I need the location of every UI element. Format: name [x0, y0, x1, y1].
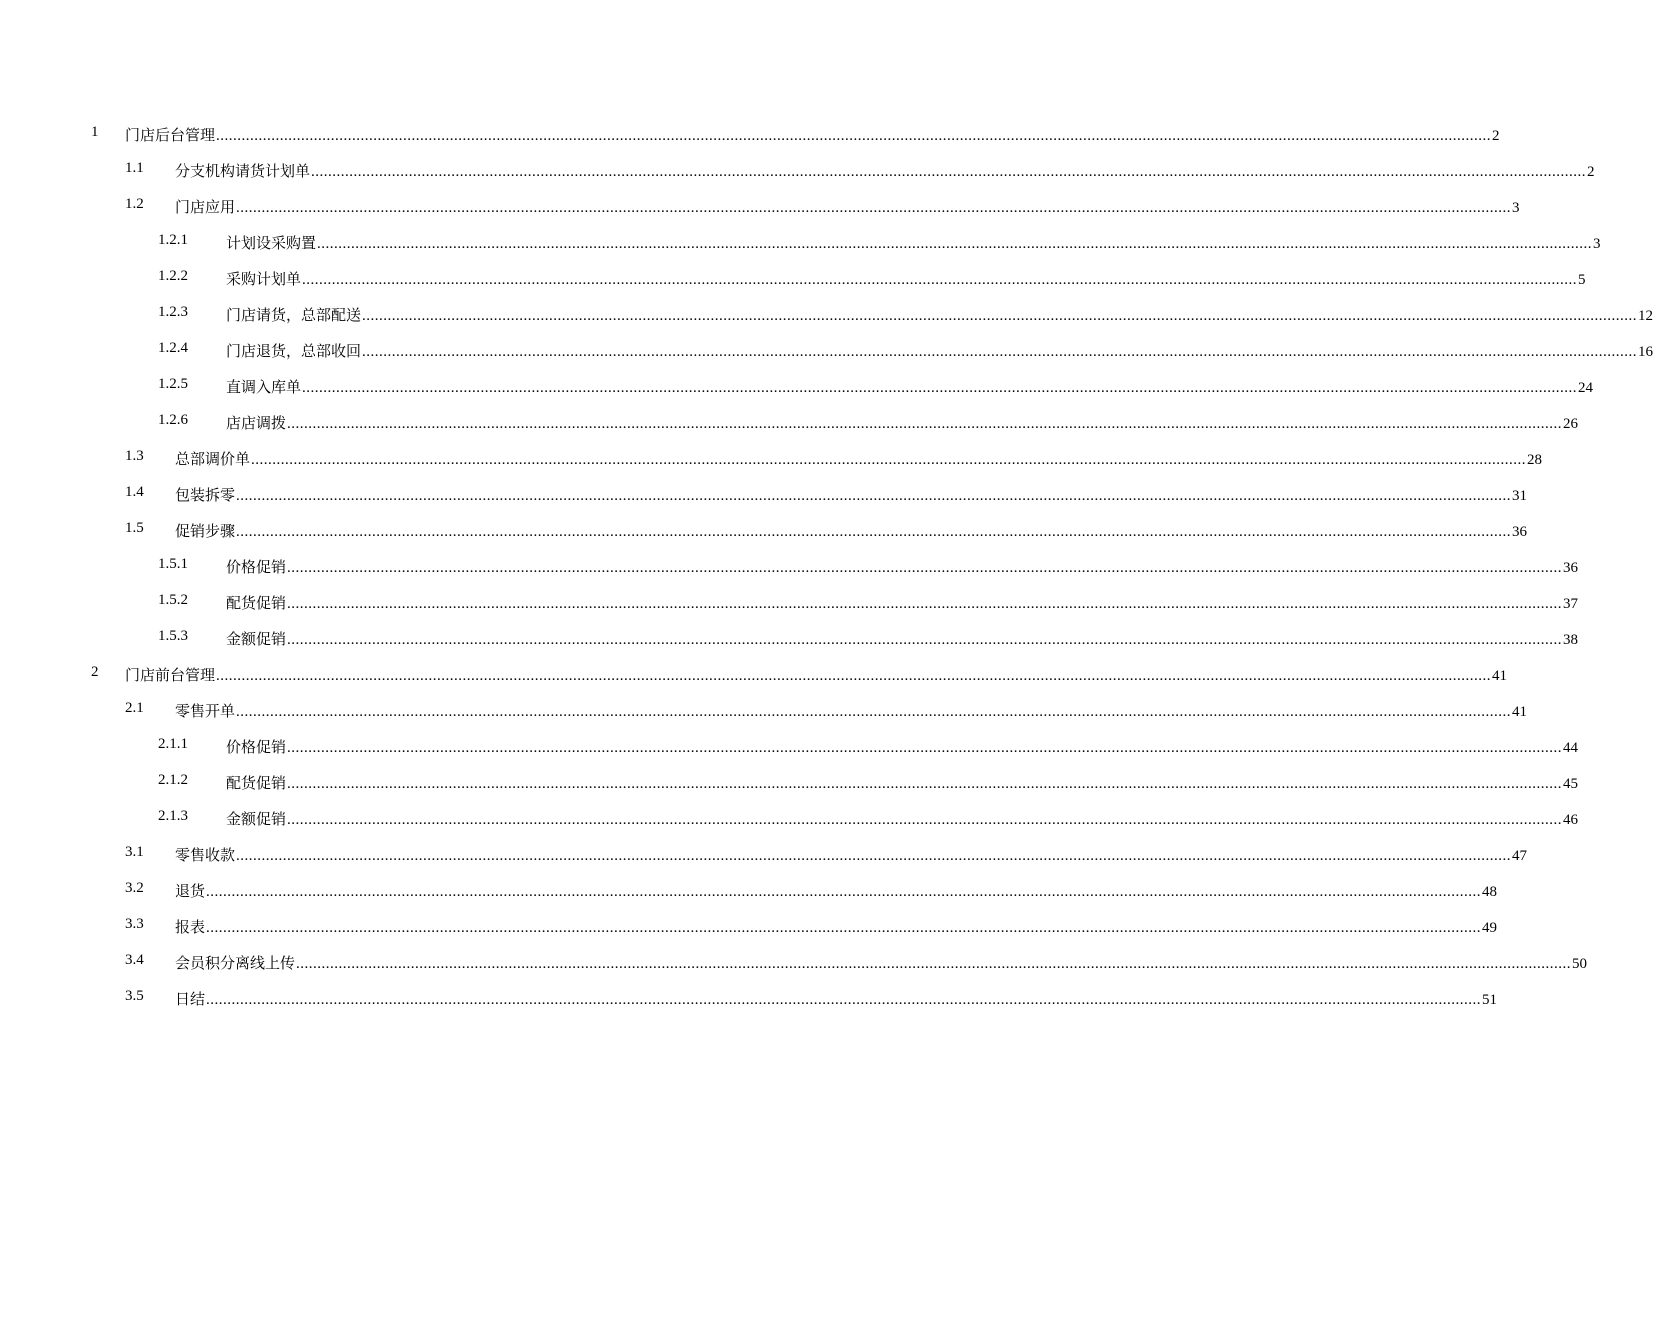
- toc-leader-dots: ............................................................................................................................................................................................................................................................................................................: [206, 992, 1482, 1008]
- toc-entry-title: 包装拆零: [175, 484, 235, 505]
- toc-entry-number: 3.4: [125, 952, 144, 968]
- toc-entry[interactable]: [0, 548, 1579, 584]
- toc-entry[interactable]: [0, 836, 1528, 872]
- toc-entry-title: 门店前台管理: [125, 664, 215, 685]
- toc-leader-dots: ............................................................................................................................................................................................................................................................................................................: [236, 488, 1512, 504]
- toc-entry-page: 36: [1512, 524, 1528, 540]
- toc-entry-title: 直调入库单: [226, 376, 301, 397]
- toc-leader-dots: ............................................................................................................................................................................................................................................................................................................: [362, 344, 1638, 360]
- toc-entry-number: 1.5.2: [158, 592, 188, 608]
- toc-entry[interactable]: [0, 692, 1528, 728]
- toc-entry-title: 计划设采购置: [226, 232, 316, 253]
- toc-entry-number: 2.1: [125, 700, 144, 716]
- toc-entry[interactable]: [0, 152, 1595, 188]
- toc-entry-title: 配货促销: [226, 772, 286, 793]
- toc-entry[interactable]: [0, 476, 1528, 512]
- toc-entry[interactable]: [0, 260, 1586, 296]
- toc-entry[interactable]: [0, 980, 1498, 1016]
- toc-leader-dots: ............................................................................................................................................................................................................................................................................................................: [216, 128, 1492, 144]
- toc-entry[interactable]: [0, 584, 1579, 620]
- toc-leader-dots: ............................................................................................................................................................................................................................................................................................................: [216, 668, 1492, 684]
- toc-entry-title: 会员积分离线上传: [175, 952, 295, 973]
- toc-entry-number: 1.2.3: [158, 304, 188, 320]
- toc-entry[interactable]: [0, 944, 1588, 980]
- toc-entry-title: 退货: [175, 880, 205, 901]
- table-of-contents: [0, 116, 1653, 1016]
- toc-entry-number: 1.2.6: [158, 412, 188, 428]
- toc-entry-page: 45: [1563, 776, 1579, 792]
- toc-entry-number: 1.1: [125, 160, 144, 176]
- toc-entry-page: 3: [1593, 236, 1601, 252]
- toc-entry-number: 1.4: [125, 484, 144, 500]
- toc-entry-page: 37: [1563, 596, 1579, 612]
- toc-entry-page: 49: [1482, 920, 1498, 936]
- toc-entry-page: 48: [1482, 884, 1498, 900]
- toc-entry-number: 1.2.2: [158, 268, 188, 284]
- toc-leader-dots: ............................................................................................................................................................................................................................................................................................................: [236, 524, 1512, 540]
- toc-entry-page: 36: [1563, 560, 1579, 576]
- toc-entry-title: 金额促销: [226, 628, 286, 649]
- toc-entry[interactable]: [0, 620, 1579, 656]
- toc-entry[interactable]: [0, 368, 1594, 404]
- toc-entry-number: 3.2: [125, 880, 144, 896]
- toc-entry[interactable]: [0, 764, 1579, 800]
- toc-entry[interactable]: [0, 728, 1579, 764]
- toc-entry-number: 2.1.3: [158, 808, 188, 824]
- toc-entry-page: 5: [1578, 272, 1586, 288]
- toc-entry-title: 分支机构请货计划单: [175, 160, 310, 181]
- toc-entry[interactable]: [0, 188, 1520, 224]
- toc-entry-number: 3.5: [125, 988, 144, 1004]
- toc-entry-title: 采购计划单: [226, 268, 301, 289]
- toc-entry-title: 日结: [175, 988, 205, 1009]
- toc-entry-number: 1.2.1: [158, 232, 188, 248]
- toc-entry-title: 店店调拨: [226, 412, 286, 433]
- toc-entry-page: 12: [1638, 308, 1653, 324]
- toc-entry-number: 1.5: [125, 520, 144, 536]
- toc-entry[interactable]: [0, 404, 1579, 440]
- toc-entry[interactable]: [0, 800, 1579, 836]
- toc-leader-dots: ............................................................................................................................................................................................................................................................................................................: [311, 164, 1587, 180]
- toc-entry-page: 16: [1638, 344, 1653, 360]
- toc-entry-number: 1.3: [125, 448, 144, 464]
- toc-leader-dots: ............................................................................................................................................................................................................................................................................................................: [362, 308, 1638, 324]
- toc-entry-title: 价格促销: [226, 556, 286, 577]
- toc-entry-title: 门店请货，总部配送: [226, 304, 361, 325]
- toc-entry[interactable]: [0, 908, 1498, 944]
- toc-entry[interactable]: [0, 224, 1601, 260]
- toc-entry-number: 1: [91, 124, 99, 140]
- toc-entry-page: 47: [1512, 848, 1528, 864]
- toc-entry-title: 门店退货，总部收回: [226, 340, 361, 361]
- toc-entry[interactable]: [0, 656, 1508, 692]
- toc-leader-dots: ............................................................................................................................................................................................................................................................................................................: [287, 596, 1563, 612]
- toc-leader-dots: ............................................................................................................................................................................................................................................................................................................: [296, 956, 1572, 972]
- toc-entry-number: 1.2: [125, 196, 144, 212]
- toc-leader-dots: ............................................................................................................................................................................................................................................................................................................: [236, 848, 1512, 864]
- toc-entry-page: 41: [1512, 704, 1528, 720]
- toc-leader-dots: ............................................................................................................................................................................................................................................................................................................: [302, 380, 1578, 396]
- toc-leader-dots: ............................................................................................................................................................................................................................................................................................................: [287, 416, 1563, 432]
- toc-entry-title: 价格促销: [226, 736, 286, 757]
- toc-leader-dots: ............................................................................................................................................................................................................................................................................................................: [206, 920, 1482, 936]
- toc-entry[interactable]: [0, 512, 1528, 548]
- toc-entry-title: 零售开单: [175, 700, 235, 721]
- toc-leader-dots: ............................................................................................................................................................................................................................................................................................................: [287, 776, 1563, 792]
- toc-leader-dots: ............................................................................................................................................................................................................................................................................................................: [302, 272, 1578, 288]
- toc-entry-page: 24: [1578, 380, 1594, 396]
- toc-leader-dots: ............................................................................................................................................................................................................................................................................................................: [206, 884, 1482, 900]
- toc-leader-dots: ............................................................................................................................................................................................................................................................................................................: [236, 704, 1512, 720]
- toc-entry[interactable]: [0, 872, 1498, 908]
- toc-entry-number: 2: [91, 664, 99, 680]
- toc-entry-number: 1.2.4: [158, 340, 188, 356]
- toc-entry-number: 1.5.1: [158, 556, 188, 572]
- toc-entry-title: 零售收款: [175, 844, 235, 865]
- toc-entry-page: 3: [1512, 200, 1520, 216]
- toc-entry[interactable]: [0, 440, 1543, 476]
- toc-entry-page: 50: [1572, 956, 1588, 972]
- toc-entry-page: 41: [1492, 668, 1508, 684]
- toc-entry-number: 3.1: [125, 844, 144, 860]
- toc-entry-title: 促销步骤: [175, 520, 235, 541]
- toc-leader-dots: ............................................................................................................................................................................................................................................................................................................: [236, 200, 1512, 216]
- toc-entry[interactable]: [0, 296, 1653, 332]
- toc-leader-dots: ............................................................................................................................................................................................................................................................................................................: [287, 632, 1563, 648]
- toc-leader-dots: ............................................................................................................................................................................................................................................................................................................: [251, 452, 1527, 468]
- toc-entry-number: 2.1.2: [158, 772, 188, 788]
- toc-entry-page: 26: [1563, 416, 1579, 432]
- toc-leader-dots: ............................................................................................................................................................................................................................................................................................................: [287, 812, 1563, 828]
- toc-entry-page: 46: [1563, 812, 1579, 828]
- toc-entry-page: 28: [1527, 452, 1543, 468]
- toc-entry-title: 总部调价单: [175, 448, 250, 469]
- toc-entry-page: 31: [1512, 488, 1528, 504]
- toc-entry-page: 51: [1482, 992, 1498, 1008]
- toc-entry-title: 门店后台管理: [125, 124, 215, 145]
- toc-leader-dots: ............................................................................................................................................................................................................................................................................................................: [287, 560, 1563, 576]
- toc-entry-number: 1.2.5: [158, 376, 188, 392]
- toc-entry-page: 2: [1492, 128, 1500, 144]
- toc-entry[interactable]: [0, 332, 1653, 368]
- toc-entry-page: 2: [1587, 164, 1595, 180]
- toc-leader-dots: ............................................................................................................................................................................................................................................................................................................: [287, 740, 1563, 756]
- toc-entry-number: 2.1.1: [158, 736, 188, 752]
- toc-leader-dots: ............................................................................................................................................................................................................................................................................................................: [317, 236, 1593, 252]
- toc-entry-title: 金额促销: [226, 808, 286, 829]
- toc-entry-page: 38: [1563, 632, 1579, 648]
- toc-entry-number: 3.3: [125, 916, 144, 932]
- toc-entry-title: 配货促销: [226, 592, 286, 613]
- toc-entry-title: 报表: [175, 916, 205, 937]
- toc-entry-page: 44: [1563, 740, 1579, 756]
- toc-entry-number: 1.5.3: [158, 628, 188, 644]
- toc-entry[interactable]: [0, 116, 1500, 152]
- toc-entry-title: 门店应用: [175, 196, 235, 217]
